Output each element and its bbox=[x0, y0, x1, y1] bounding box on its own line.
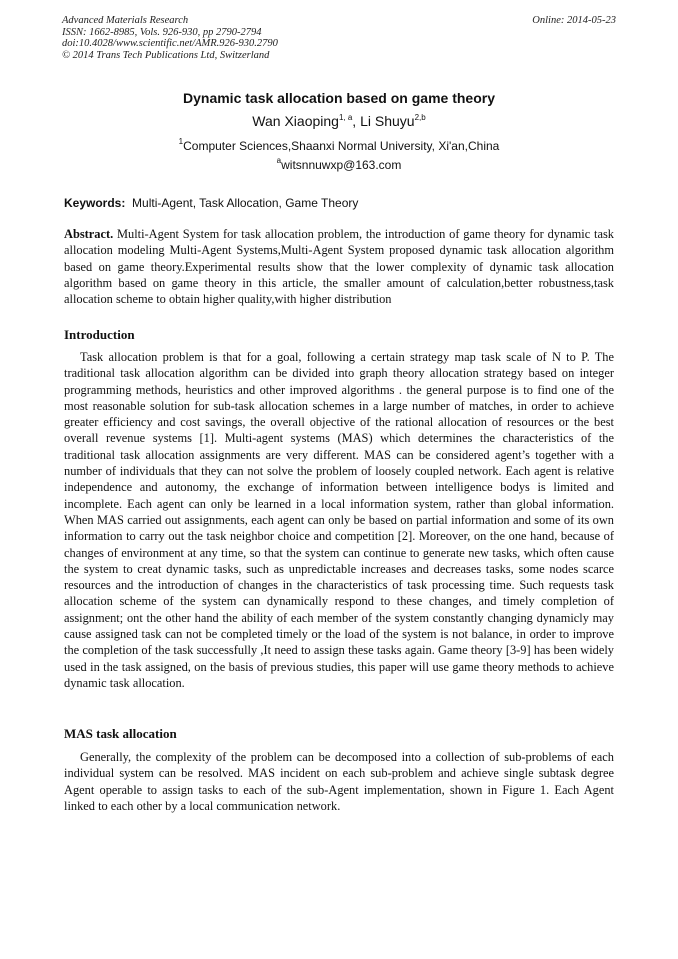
doi-line: doi:10.4028/www.scientific.net/AMR.926-930.2790 bbox=[62, 38, 278, 50]
author-2-sup: 2,b bbox=[414, 113, 426, 122]
introduction-body bbox=[64, 349, 614, 691]
mas-paragraph: Generally, the complexity of the problem can be decomposed into a collection of sub-problems of each individual system can be resolved. MAS incident on each sub-problem and achieve single subtask degree Agent operable to assign tasks to each of the sub-Agent implementation, shown in Figure 1. Each Agent linked to each other by a local communication network. bbox=[64, 750, 614, 813]
keywords-label: Keywords: bbox=[64, 196, 126, 210]
author-2-name: Li Shuyu bbox=[360, 113, 415, 129]
email-text: witsnnuwxp@163.com bbox=[281, 158, 402, 172]
copyright-line: © 2014 Trans Tech Publications Ltd, Switzerland bbox=[62, 49, 270, 61]
author-separator: , bbox=[352, 113, 361, 129]
abstract bbox=[64, 226, 614, 307]
affiliation bbox=[0, 139, 678, 153]
affiliation-sup: 1 bbox=[178, 137, 184, 146]
mas-heading: MAS task allocation bbox=[64, 726, 177, 741]
issn-line: ISSN: 1662-8985, Vols. 926-930, pp 2790-2794 bbox=[62, 26, 262, 38]
keywords bbox=[64, 196, 618, 210]
affiliation-text: Computer Sciences,Shaanxi Normal University, Xi'an,China bbox=[183, 139, 500, 153]
journal-name: Advanced Materials Research bbox=[62, 15, 189, 26]
email-line bbox=[0, 158, 678, 172]
journal-header bbox=[62, 15, 616, 61]
abstract-label: Abstract. bbox=[64, 227, 114, 241]
author-1-name: Wan Xiaoping bbox=[252, 113, 339, 129]
abstract-text: Multi-Agent System for task allocation problem, the introduction of game theory for dynamic task allocation modeling Multi-Agent Systems,Multi-Agent System proposed dynamic task allocation algorithm based on game theory.Experimental results show that the lower complexity of dynamic task allocation algorithm based on game theory in this article, the smaller amount of calculation,better robustness,task allocation scheme to obtain higher quality,with higher distribution bbox=[64, 227, 614, 307]
author-line bbox=[0, 113, 678, 129]
paper-title: Dynamic task allocation based on game theory bbox=[183, 90, 495, 106]
author-1-sup: 1, a bbox=[338, 113, 353, 122]
keywords-text: Multi-Agent, Task Allocation, Game Theory bbox=[132, 196, 359, 210]
introduction-paragraph: Task allocation problem is that for a goal, following a certain strategy map task scale of N to P. The traditional task allocation algorithm can be divided into graph theory allocation strategy based on integer programming methods, heuristics and other improved algorithms . the general purpose is to find one of the most reasonable solution for sub-task allocation schemes in a large number of matches, in order to achieve greater efficiency and cost savings, the overall objective of the rational allocation of resources or the best overall revenue systems [1]. Multi-agent systems (MAS) which determines the characteristics of the traditional task allocation assignments are very different. MAS can be considered agent’s together with a number of individuals that they can not solve the problem of loosely coupled network. Each agent is relative independence and autonomy, the exchange of information between intelligence bodys is limited and incomplete. Each agent can only be learned in a local information system, rather than global information. When MAS carried out assignments, each agent can only be based on partial information and some of its own information to carry out the task neighbor choice and competition [2]. Moreover, on the one hand, because of changes of environment at any time, so that the system can continue to generate new tasks, which often cause the system to creat dynamic tasks, such as unpredictable increases and decreases tasks, some nodes scarce resources and the introduction of changes in the characteristics of task processing time. Such requests task allocation scheme of the system can dynamically respond to these changes, and timely completion of assignment; ont the other hand the ability of each member of the system constantly changing dynamicly may cause assigned task can not be completed timely or the load of the system is not balance, in order to improve the completion of the task successfully ,It need to assign these tasks again. Game theory [3-9] has been widely used in the task assigned, on the basis of previous studies, this paper will use game theory methods to achieve dynamic task allocation. bbox=[64, 350, 614, 690]
online-date: Online: 2014-05-23 bbox=[532, 15, 616, 26]
introduction-heading: Introduction bbox=[64, 327, 135, 342]
mas-body bbox=[64, 749, 614, 814]
email-sup: a bbox=[276, 156, 282, 165]
